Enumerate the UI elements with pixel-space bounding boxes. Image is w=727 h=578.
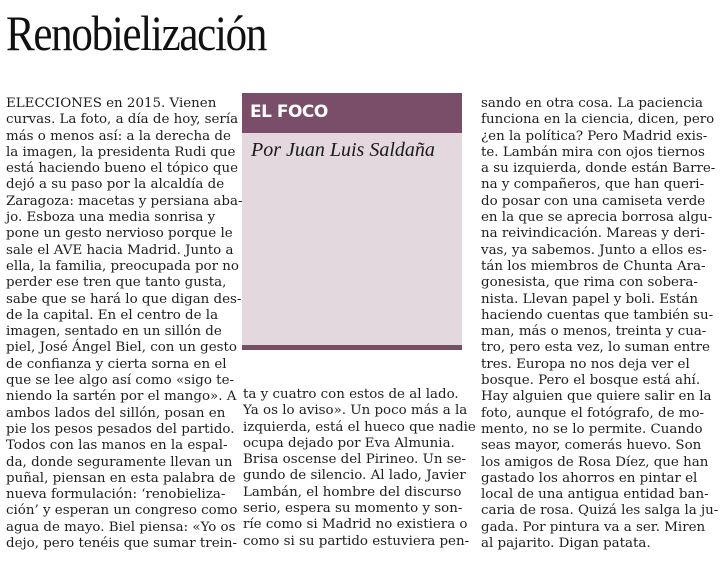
text-line: funciona en la ciencia, dicen, pero <box>481 112 715 128</box>
text-line: de confianza y cierta sorna en el <box>6 356 227 372</box>
text-line: perder ese tren que tanto gusta, <box>6 275 227 291</box>
text-line: ríe como si Madrid no existiera o <box>243 517 468 533</box>
text-line: Brisa oscense del Pirineo. Un se- <box>243 452 467 468</box>
text-line: piel, José Ángel Biel, con un gesto <box>6 340 237 356</box>
text-line: tán los miembros de Chunta Ara- <box>481 258 706 274</box>
text-line: tres. Europa no nos deja ver el <box>481 356 690 372</box>
text-line: na y compañeros, que han queri- <box>481 177 705 193</box>
text-line: puñal, piensan en esta palabra de <box>6 470 236 486</box>
text-line: Zaragoza: macetas y persiana aba- <box>6 193 243 209</box>
author-byline: Por Juan Luis Saldaña <box>251 139 435 161</box>
text-line: gada. Por pintura va a ser. Miren <box>481 519 706 535</box>
text-line: na reivindicación. Mareas y deri- <box>481 226 705 242</box>
text-line: agua de mayo. Biel piensa: «Yo os <box>6 519 236 535</box>
text-line: haciendo cuentas que también su- <box>481 307 714 323</box>
text-line: que se lee algo así como «sigo te- <box>6 373 235 389</box>
text-line: ción’ y esperan un congreso como <box>6 503 238 519</box>
text-line: está haciendo bueno el tópico que <box>6 161 239 177</box>
text-line: Todos con las manos en la espal- <box>6 438 228 454</box>
text-line: dejó a su paso por la alcaldía de <box>6 177 225 193</box>
el-foco-box <box>242 93 462 350</box>
text-line: ambos lados del sillón, posan en <box>6 405 226 421</box>
text-line: como si su partido estuviera pen- <box>243 533 470 549</box>
section-title: EL FOCO <box>250 102 328 122</box>
article-column-3 <box>481 96 719 552</box>
text-line: Hay alguien que quiere salir en la <box>481 389 712 405</box>
article-column-1 <box>6 96 243 552</box>
article-column-2 <box>243 387 476 550</box>
text-line: gastado los ahorros en pintar el <box>481 470 698 486</box>
text-line: al pajarito. Digan patata. <box>481 536 651 552</box>
text-line: serio, espera su momento y son- <box>243 501 463 517</box>
text-line: ocupa dejado por Eva Almunia. <box>243 435 455 451</box>
text-line: más o menos así: a la derecha de <box>6 128 231 144</box>
text-line: ella, la familia, preocupada por no <box>6 258 239 274</box>
text-line: curvas. La foto, a día de hoy, sería <box>6 112 239 128</box>
text-line: do posar con una camiseta verde <box>481 193 706 209</box>
text-line: en la que se aprecia borrosa algu- <box>481 210 713 226</box>
text-line: sando en otra cosa. La paciencia <box>481 96 703 111</box>
headline: Renobielización <box>6 5 267 61</box>
text-line: gonesista, que rima con sobera- <box>481 275 698 291</box>
text-line: pone un gesto nervioso porque le <box>6 226 233 242</box>
text-line: niendo la sartén por el mango». A <box>6 389 237 405</box>
text-line: Lambán, el hombre del discurso <box>243 484 462 500</box>
text-line: caria de rosa. Quizá les salga la ju- <box>481 503 719 519</box>
text-line: ta y cuatro con estos de al lado. <box>243 387 459 402</box>
text-line: nueva formulación: ‘renobieliza- <box>6 487 226 503</box>
text-line: bosque. Pero el bosque está ahí. <box>481 373 701 389</box>
text-line: nista. Llevan papel y boli. Están <box>481 291 698 307</box>
text-line: sale el AVE hacia Madrid. Junto a <box>6 242 234 258</box>
text-line: la imagen, la presidenta Rudi que <box>6 144 236 160</box>
text-line: Ya os lo aviso». Un poco más a la <box>243 403 468 419</box>
text-line: gundo de silencio. Al lado, Javier <box>243 468 466 484</box>
text-line: ¿en la política? Pero Madrid exis- <box>481 128 708 144</box>
text-line: vas, ya sabemos. Junto a ellos es- <box>481 242 707 258</box>
text-line: local de una antigua entidad ban- <box>481 487 709 503</box>
text-line: izquierda, está el hueco que nadie <box>243 419 476 435</box>
text-line: man, más o menos, treinta y cua- <box>481 324 707 340</box>
text-line: mento, no se lo permite. Cuando <box>481 421 703 437</box>
text-line: te. Lambán mira con ojos tiernos <box>481 144 705 160</box>
text-line: imagen, sentado en un sillón de <box>6 324 222 340</box>
text-line: sabe que se hará lo que digan des- <box>6 291 242 307</box>
text-line: foto, aunque el fotógrafo, de mo- <box>481 405 705 421</box>
text-line: seas mayor, comerás huevo. Son <box>481 438 702 454</box>
text-line: tro, pero esta vez, lo suman entre <box>481 340 710 356</box>
el-foco-header <box>242 93 462 133</box>
text-line: a su izquierda, donde están Barre- <box>481 161 716 177</box>
text-line: los amigos de Rosa Díez, que han <box>481 454 709 470</box>
text-line: de la capital. En el centro de la <box>6 307 219 323</box>
text-line: dejo, pero tenéis que sumar trein- <box>6 536 238 552</box>
box-bottom-rule <box>242 345 462 350</box>
text-line: pie los pesos pesados del partido. <box>6 421 235 437</box>
text-line: jo. Esboza una media sonrisa y <box>6 210 216 226</box>
text-line: ELECCIONES en 2015. Vienen <box>6 96 217 111</box>
text-line: da, donde seguramente llevan un <box>6 454 233 470</box>
